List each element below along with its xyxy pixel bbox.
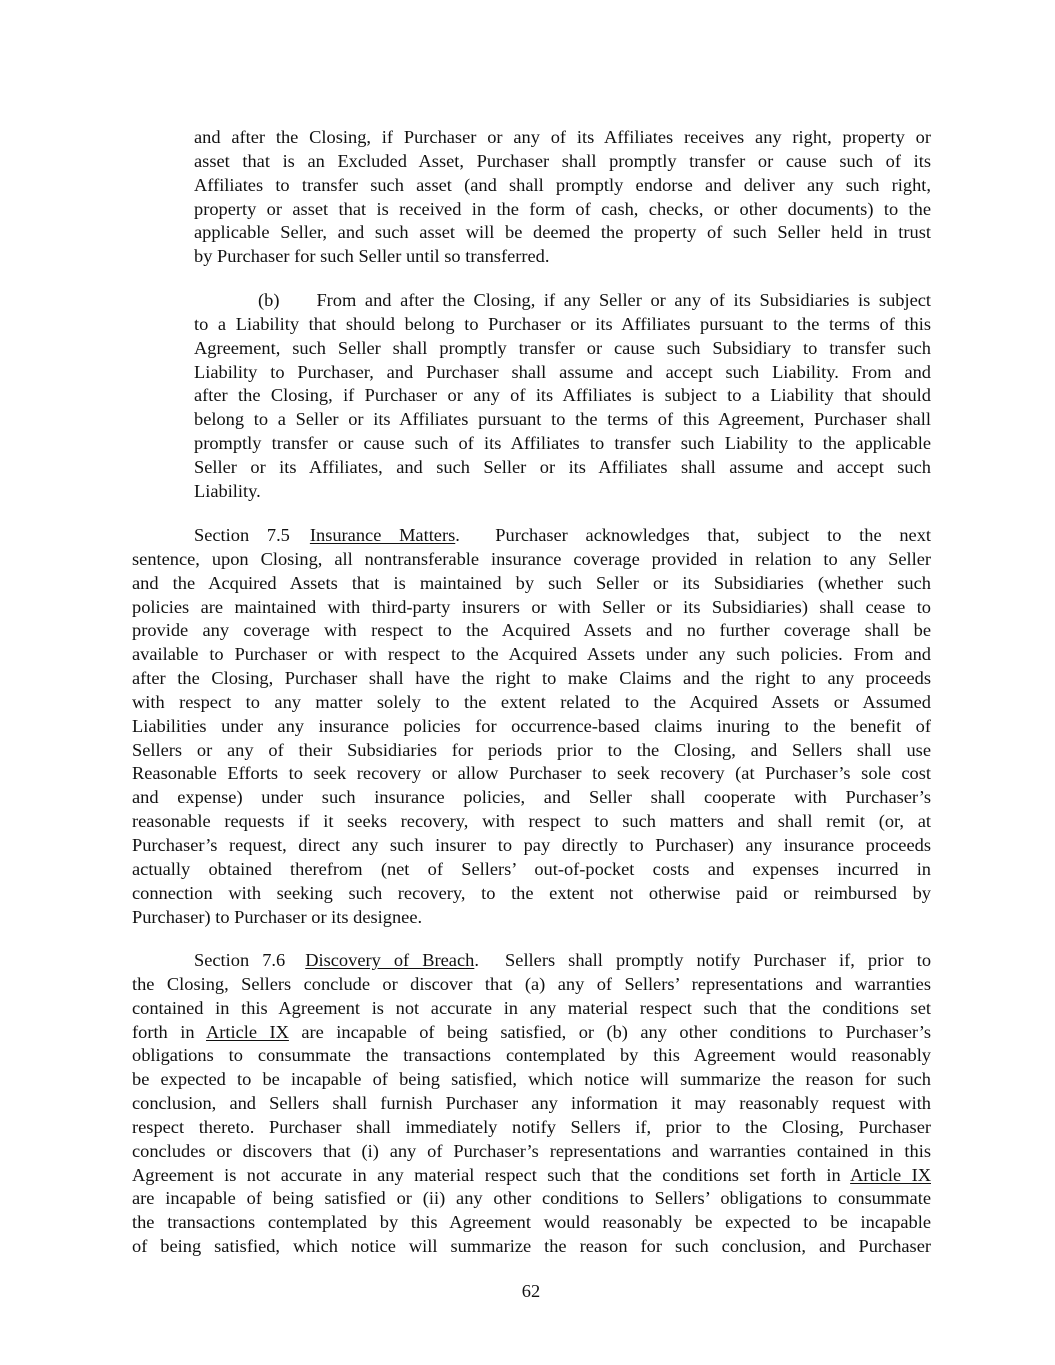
- section-7-6: [132, 949, 931, 1259]
- text-line: Sellers or any of their Subsidiaries for periods prior to the Closing, and Sellers shall use: [132, 739, 931, 760]
- text-line: reasonable requests if it seeks recovery, with respect to such matters and shall remit (or, at: [132, 811, 931, 832]
- article-ix-link: Article IX: [205, 1021, 289, 1042]
- paragraph-b: [194, 289, 931, 504]
- text-line: with respect to any matter solely to the extent related to the Acquired Assets or Assumed: [132, 691, 931, 712]
- text-line: Purchaser’s request, direct any such insurer to pay directly to Purchaser) any insurance proceeds: [132, 834, 931, 855]
- text-line: concludes or discovers that (i) any of Purchaser’s representations and warranties contained in this: [132, 1140, 931, 1161]
- section-7-6-number: Section 7.6: [194, 950, 286, 970]
- section-7-5-body: [132, 548, 931, 930]
- article-ix-link-2: Article IX: [850, 1164, 931, 1185]
- section-7-6-line: contained in this Agreement is not accurate in any material respect such that the conditions set: [132, 997, 931, 1018]
- section-7-6-line-4-pre: forth in: [132, 1021, 195, 1042]
- text-line: property or asset that is received in the form of cash, checks, or other documents) to the: [194, 198, 931, 219]
- text-line: obligations to consummate the transactions contemplated by this Agreement would reasonably: [132, 1045, 931, 1066]
- text-line: sentence, upon Closing, all nontransferable insurance coverage provided in relation to any Seller: [132, 548, 931, 569]
- section-7-6-first-text: Sellers shall promptly notify Purchaser if, prior to: [505, 950, 932, 970]
- text-line: Purchaser) to Purchaser or its designee.: [132, 906, 423, 927]
- text-line: Agreement, such Seller shall promptly transfer or cause such Subsidiary to transfer such: [194, 337, 931, 358]
- text-line: after the Closing, if Purchaser or any of its Affiliates is subject to a Liability that should: [194, 385, 931, 406]
- section-7-6-first-line: Section 7.6 Discovery of Breach. Sellers shall promptly notify Purchaser if, prior to: [194, 950, 932, 970]
- section-7-6-body-end: [132, 1187, 931, 1259]
- section-7-6-line: the Closing, Sellers conclude or discover that (a) any of Sellers’ representations and warranties: [132, 973, 931, 994]
- text-line: of being satisfied, which notice will summarize the reason for such conclusion, and Purchaser: [132, 1236, 931, 1257]
- text-line: Liability to Purchaser, and Purchaser shall assume and accept such Liability. From and: [194, 361, 931, 382]
- text-line: and expense) under such insurance policies, and Seller shall cooperate with Purchaser’s: [132, 787, 931, 808]
- section-7-6-heading: Discovery of Breach: [305, 950, 475, 970]
- text-line: to a Liability that should belong to Purchaser or its Affiliates pursuant to the terms of this: [194, 313, 931, 334]
- text-line: actually obtained therefrom (net of Sellers’ out-of-pocket costs and expenses incurred in: [132, 858, 931, 879]
- section-7-5-heading: Insurance Matters: [309, 525, 456, 545]
- text-line: conclusion, and Sellers shall furnish Purchaser any information it may reasonably request with: [132, 1093, 931, 1114]
- text-line: promptly transfer or cause such of its Affiliates to transfer such Liability to the applicable: [194, 433, 931, 454]
- paragraph-b-marker: (b): [258, 290, 280, 310]
- paragraph-b-body: [194, 313, 931, 504]
- section-7-5-first-line: Section 7.5 Insurance Matters. Purchaser acknowledges that, subject to the next: [194, 525, 931, 545]
- text-line: connection with seeking such recovery, to the extent not otherwise paid or reimbursed by: [132, 882, 931, 903]
- text-line: Liabilities under any insurance policies for occurrence-based claims inuring to the benefit of: [132, 715, 931, 736]
- text-line: respect thereto. Purchaser shall immediately notify Sellers if, prior to the Closing, Purchaser: [132, 1116, 931, 1137]
- text-line: and the Acquired Assets that is maintained by such Seller or its Subsidiaries (whether such: [132, 572, 931, 593]
- paragraph-b-first-line: [194, 289, 931, 313]
- text-line: Seller or its Affiliates, and such Seller or its Affiliates shall assume and accept such: [194, 456, 931, 477]
- text-line: the transactions contemplated by this Agreement would reasonably be expected to be incapable: [132, 1212, 931, 1233]
- text-line: Liability.: [194, 480, 261, 501]
- text-line: Affiliates to transfer such asset (and shall promptly endorse and deliver any such right,: [194, 174, 931, 195]
- text-line: Reasonable Efforts to seek recovery or allow Purchaser to seek recovery (at Purchaser’s sole cost: [132, 763, 931, 784]
- text-line: and after the Closing, if Purchaser or any of its Affiliates receives any right, property or: [194, 127, 931, 147]
- text-line: are incapable of being satisfied or (ii) any other conditions to Sellers’ obligations to consummate: [132, 1188, 931, 1209]
- paragraph-a-continuation: [194, 126, 931, 269]
- section-7-6-line-article-ref-2: [132, 1164, 931, 1188]
- section-7-6-line-10-pre: Agreement is not accurate in any material respect such that the conditions set forth in: [132, 1164, 841, 1185]
- text-line: available to Purchaser or with respect to the Acquired Assets under any such policies. From and: [132, 644, 931, 665]
- text-line: applicable Seller, and such asset will be deemed the property of such Seller held in trust: [194, 222, 931, 243]
- text-line: provide any coverage with respect to the Acquired Assets and no further coverage shall be: [132, 620, 931, 641]
- text-line: asset that is an Excluded Asset, Purchaser shall promptly transfer or cause such of its: [194, 150, 931, 171]
- section-7-6-body-mid: [132, 1044, 931, 1163]
- paragraph-b-first-text: From and after the Closing, if any Seller or any of its Subsidiaries is subject: [316, 290, 931, 310]
- text-line: after the Closing, Purchaser shall have the right to make Claims and the right to any proceeds: [132, 668, 931, 689]
- section-7-5: [132, 524, 931, 929]
- text-line: by Purchaser for such Seller until so transferred.: [194, 246, 550, 267]
- text-line: be expected to be incapable of being satisfied, which notice will summarize the reason for such: [132, 1069, 931, 1090]
- section-7-5-number: Section 7.5: [194, 525, 290, 545]
- section-7-5-first-text: Purchaser acknowledges that, subject to the next: [495, 525, 931, 545]
- text-line: policies are maintained with third-party insurers or with Seller or its Subsidiaries) shall cease to: [132, 596, 931, 617]
- section-7-6-line-article-ref: [132, 1021, 931, 1045]
- page-number: 62: [521, 1281, 541, 1301]
- text-line: belong to a Seller or its Affiliates pursuant to the terms of this Agreement, Purchaser shall: [194, 409, 931, 430]
- section-7-6-line-4-post: are incapable of being satisfied, or (b) any other conditions to Purchaser’s: [301, 1021, 931, 1042]
